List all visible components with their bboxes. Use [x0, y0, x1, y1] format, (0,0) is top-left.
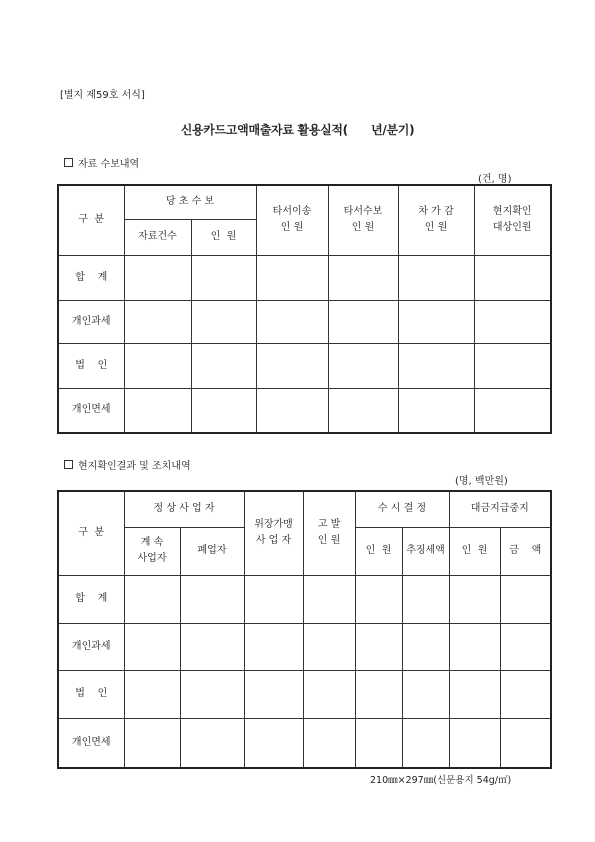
data-cell[interactable]	[244, 718, 303, 768]
data-cell[interactable]	[244, 623, 303, 670]
row-label: 법 인	[58, 343, 124, 388]
header-taseo-iseong: 타서이송 인 원	[256, 185, 328, 255]
header-gubun: 구 분	[58, 185, 124, 255]
data-cell[interactable]	[328, 343, 398, 388]
data-cell[interactable]	[124, 575, 180, 623]
header-chagam: 차 가 감 인 원	[398, 185, 474, 255]
row-label: 법 인	[58, 670, 124, 718]
section1-table	[57, 184, 552, 434]
row-label: 개인면세	[58, 718, 124, 768]
section2-heading	[64, 457, 191, 472]
form-label: [별지 제59호 서식]	[60, 90, 145, 101]
header-dg-geumaek: 금 액	[500, 527, 551, 575]
table-row	[58, 255, 551, 300]
data-cell[interactable]	[402, 718, 449, 768]
header-jeongsang: 정 상 사 업 자	[124, 491, 244, 527]
data-cell[interactable]	[180, 670, 244, 718]
data-cell[interactable]	[244, 575, 303, 623]
data-cell[interactable]	[474, 300, 551, 343]
data-cell[interactable]	[256, 388, 328, 433]
data-cell[interactable]	[180, 575, 244, 623]
data-cell[interactable]	[328, 300, 398, 343]
data-cell[interactable]	[402, 670, 449, 718]
table-row	[58, 343, 551, 388]
section2-unit: (명, 백만원)	[455, 476, 508, 487]
header-dangcho: 당 초 수 보	[124, 185, 256, 219]
data-cell[interactable]	[124, 718, 180, 768]
header-chujing: 추징세액	[402, 527, 449, 575]
data-cell[interactable]	[449, 575, 500, 623]
data-cell[interactable]	[124, 300, 191, 343]
table-row	[58, 575, 551, 623]
data-cell[interactable]	[244, 670, 303, 718]
data-cell[interactable]	[124, 343, 191, 388]
header-dg-inwon: 인 원	[449, 527, 500, 575]
table-row	[58, 623, 551, 670]
data-cell[interactable]	[180, 623, 244, 670]
data-cell[interactable]	[191, 343, 256, 388]
header-gyesok: 계 속 사업자	[124, 527, 180, 575]
data-cell[interactable]	[449, 718, 500, 768]
data-cell[interactable]	[474, 255, 551, 300]
data-cell[interactable]	[449, 623, 500, 670]
data-cell[interactable]	[398, 388, 474, 433]
data-cell[interactable]	[449, 670, 500, 718]
section2-table	[57, 490, 552, 769]
data-cell[interactable]	[124, 623, 180, 670]
form-title: 신용카드고액매출자료 활용실적( 년/분기)	[180, 123, 415, 137]
header-inwon: 인 원	[191, 219, 256, 255]
section1-unit: (건, 명)	[478, 174, 512, 185]
header-gubun: 구 분	[58, 491, 124, 575]
data-cell[interactable]	[402, 575, 449, 623]
row-label: 개인과세	[58, 623, 124, 670]
data-cell[interactable]	[474, 343, 551, 388]
checkbox-square-icon	[64, 460, 73, 469]
section2-heading-text: 현지확인결과 및 조치내역	[78, 461, 191, 472]
header-gobal: 고 발 인 원	[303, 491, 355, 575]
data-cell[interactable]	[191, 300, 256, 343]
data-cell[interactable]	[500, 718, 551, 768]
row-label: 합 계	[58, 255, 124, 300]
header-taseo-subo: 타서수보 인 원	[328, 185, 398, 255]
paper-spec-footer: 210㎜×297㎜(신문용지 54g/㎡)	[370, 775, 512, 786]
header-daegeum: 대금지급중지	[449, 491, 551, 527]
header-hyeonji: 현지확인 대상인원	[474, 185, 551, 255]
checkbox-square-icon	[64, 158, 73, 167]
data-cell[interactable]	[303, 623, 355, 670]
data-cell[interactable]	[124, 255, 191, 300]
data-cell[interactable]	[500, 575, 551, 623]
data-cell[interactable]	[328, 255, 398, 300]
table-row	[58, 670, 551, 718]
header-wijang: 위장가맹 사 업 자	[244, 491, 303, 575]
data-cell[interactable]	[398, 300, 474, 343]
table-row	[58, 388, 551, 433]
table-row	[58, 718, 551, 768]
data-cell[interactable]	[124, 670, 180, 718]
data-cell[interactable]	[474, 388, 551, 433]
data-cell[interactable]	[256, 343, 328, 388]
section1-heading-text: 자료 수보내역	[78, 159, 140, 170]
data-cell[interactable]	[328, 388, 398, 433]
header-susi: 수 시 결 정	[355, 491, 449, 527]
data-cell[interactable]	[355, 670, 402, 718]
table-row	[58, 300, 551, 343]
header-susi-inwon: 인 원	[355, 527, 402, 575]
data-cell[interactable]	[500, 623, 551, 670]
row-label: 합 계	[58, 575, 124, 623]
row-label: 개인면세	[58, 388, 124, 433]
data-cell[interactable]	[398, 255, 474, 300]
data-cell[interactable]	[256, 300, 328, 343]
data-cell[interactable]	[398, 343, 474, 388]
data-cell[interactable]	[124, 388, 191, 433]
data-cell[interactable]	[191, 255, 256, 300]
data-cell[interactable]	[355, 575, 402, 623]
data-cell[interactable]	[402, 623, 449, 670]
data-cell[interactable]	[191, 388, 256, 433]
header-pye: 폐업자	[180, 527, 244, 575]
row-label: 개인과세	[58, 300, 124, 343]
data-cell[interactable]	[500, 670, 551, 718]
data-cell[interactable]	[355, 718, 402, 768]
header-jaryo: 자료건수	[124, 219, 191, 255]
data-cell[interactable]	[303, 718, 355, 768]
data-cell[interactable]	[355, 623, 402, 670]
data-cell[interactable]	[180, 718, 244, 768]
data-cell[interactable]	[303, 575, 355, 623]
data-cell[interactable]	[256, 255, 328, 300]
data-cell[interactable]	[303, 670, 355, 718]
section1-heading	[64, 155, 139, 170]
